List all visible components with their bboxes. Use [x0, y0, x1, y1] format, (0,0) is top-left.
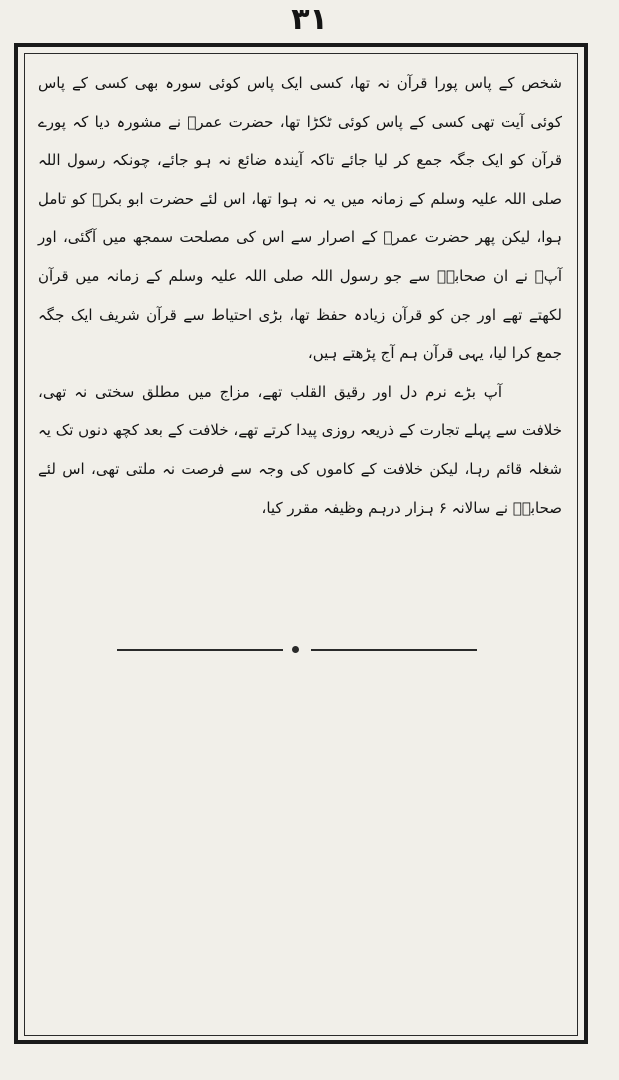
page-number: ۳۱ — [291, 2, 328, 37]
paragraph: آپ بڑے نرم دل اور رقیق القلب تھے، مزاج میں مطلق سختی نہ تھی، خلافت سے پہلے تجارت کے ذریعہ روزی پیدا کرتے تھے، خلافت کے بعد کچھ دنوں تک یہ شغلہ قائم رہا، لیکن خلافت کے کاموں کی وجہ سے فرصت نہ ملتی تھی، اس لئے صحابہؓ نے سالانہ ۶ ہزار درہم وظیفہ مقرر کیا، — [38, 382, 562, 517]
ornament-rule-right — [311, 649, 477, 651]
ornament-dot — [292, 646, 299, 653]
paragraph: شخص کے پاس پورا قرآن نہ تھا، کسی ایک پاس کوئی سورہ بھی کسی کے پاس کوئی آیت تھی کسی کے پاس کوئی ٹکڑا تھا، حضرت عمرؓ نے مشورہ دیا کہ پورے قرآن کو ایک جگہ جمع کر لیا جائے تاکہ آیندہ ضائع نہ ہو جائے، چونکہ رسول اللہ صلی اللہ علیہ وسلم کے زمانہ میں یہ نہ ہوا تھا، اس لئے حضرت ابو بکرؓ کو تامل ہوا، لیکن پھر حضرت عمرؓ کے اصرار سے اس کی مصلحت سمجھ میں آگئی، اور آپؓ نے ان صحابہؓ سے جو رسول اللہ صلی اللہ علیہ وسلم کے زمانہ میں قرآن لکھتے تھے اور جن کو قرآن زیادہ حفظ تھا، بڑی احتیاط سے قرآن شریف ایک جگہ جمع کرا لیا، یہی قرآن ہم آج پڑھتے ہیں، — [38, 74, 562, 363]
ornament-rule-left — [117, 649, 283, 651]
body-text — [38, 64, 562, 527]
